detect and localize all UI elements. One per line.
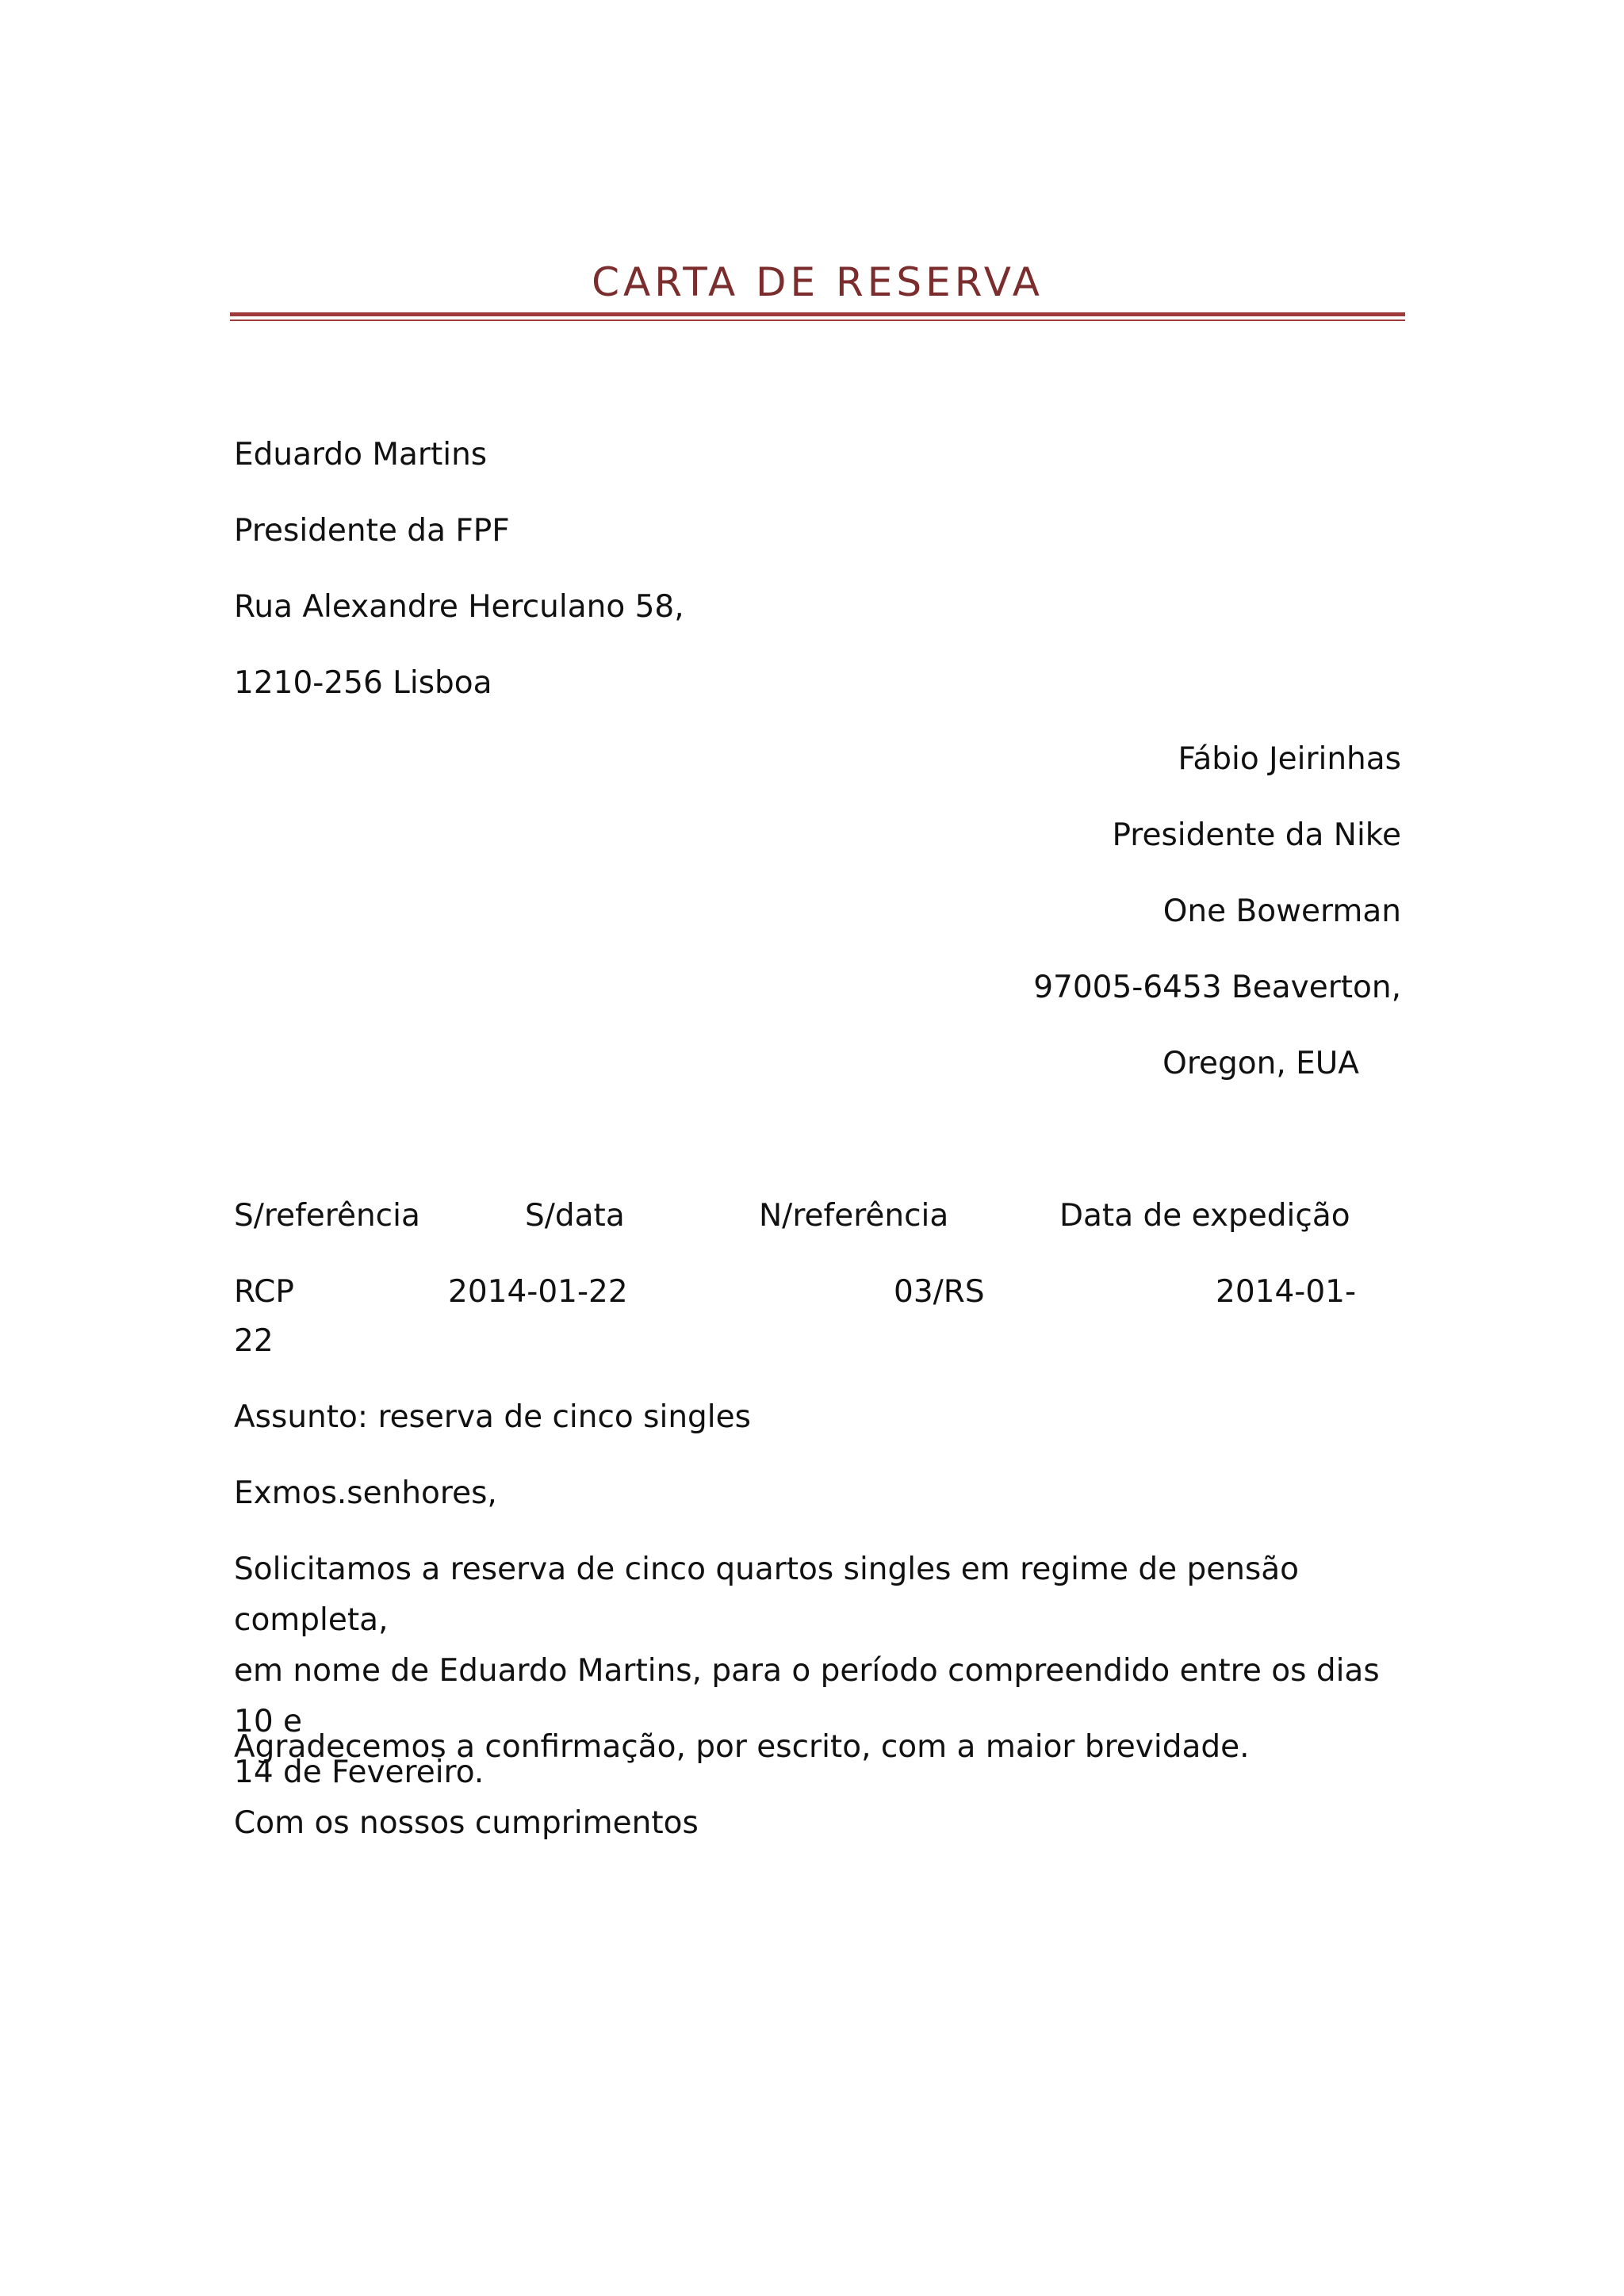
title-underline-thick (230, 312, 1405, 316)
recipient-role: Presidente da Nike (1112, 817, 1401, 853)
ref-value-our-reference: 03/RS (894, 1274, 985, 1310)
recipient-name: Fábio Jeirinhas (1178, 741, 1401, 777)
ref-value-dispatch-date-wrap: 22 (234, 1323, 274, 1359)
ref-value-your-date: 2014-01-22 (448, 1274, 628, 1310)
ref-header-your-reference: S/referência (234, 1198, 420, 1234)
ref-header-our-reference: N/referência (759, 1198, 949, 1234)
greeting: Exmos.senhores, (234, 1475, 497, 1511)
sender-role: Presidente da FPF (234, 513, 510, 549)
sender-street: Rua Alexandre Herculano 58, (234, 589, 684, 625)
closing-line: Com os nossos cumprimentos (234, 1805, 699, 1841)
recipient-region: Oregon, EUA (1162, 1046, 1359, 1081)
recipient-city: 97005-6453 Beaverton, (1033, 970, 1401, 1005)
letter-title: CARTA DE RESERVA (592, 259, 1044, 305)
ref-header-dispatch-date: Data de expedição (1059, 1198, 1350, 1234)
body-line: Solicitamos a reserva de cinco quartos singles em regime de pensão completa, (234, 1552, 1300, 1638)
sender-city: 1210-256 Lisboa (234, 665, 492, 701)
ref-header-your-date: S/data (525, 1198, 625, 1234)
title-underline-thin (230, 320, 1405, 321)
body-line: em nome de Eduardo Martins, para o período compreendido entre os dias 10 e (234, 1653, 1380, 1739)
recipient-street: One Bowerman (1162, 894, 1401, 929)
body-line: 14 de Fevereiro. (234, 1755, 485, 1790)
subject-line: Assunto: reserva de cinco singles (234, 1399, 751, 1435)
thanks-line: Agradecemos a confirmação, por escrito, com a maior brevidade. (234, 1729, 1250, 1765)
sender-name: Eduardo Martins (234, 437, 488, 473)
ref-value-dispatch-date: 2014-01- (1216, 1274, 1357, 1310)
ref-value-your-reference: RCP (234, 1274, 294, 1310)
